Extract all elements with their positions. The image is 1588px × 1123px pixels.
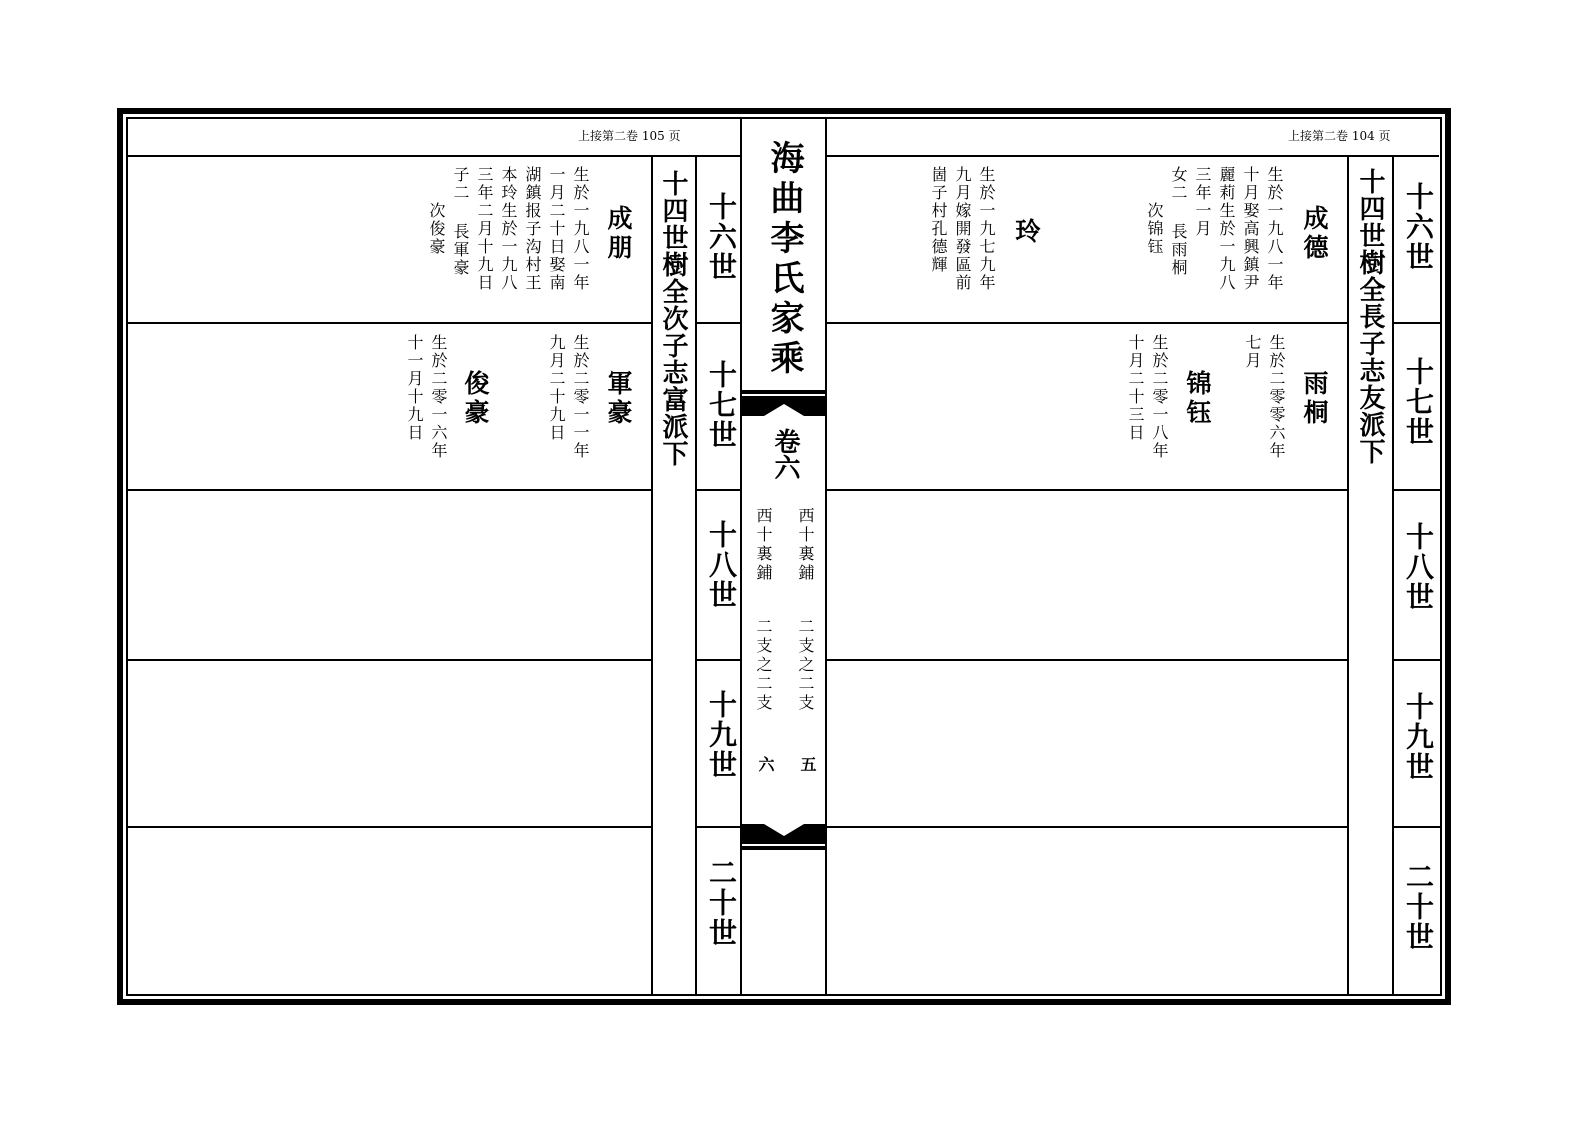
- right-gen-rule: [1393, 489, 1440, 491]
- spine-right-rule: [825, 118, 827, 995]
- info-line: 生於二零一八年: [1150, 334, 1169, 460]
- person-info: [544, 334, 592, 460]
- person-name: 成德: [1300, 205, 1329, 263]
- left-page-header: 上接第二卷 105 页: [578, 129, 681, 143]
- person-name: 玲: [1012, 218, 1041, 247]
- info-line: 三年二月十九日: [475, 166, 494, 292]
- right-gen-17: 十七世: [1402, 357, 1435, 447]
- person-info: [1123, 334, 1171, 460]
- spine-branch-left: 二支之二支: [754, 618, 773, 713]
- info-line: 十月娶高興鎮尹: [1241, 166, 1260, 292]
- right-gen-rule: [1393, 826, 1440, 828]
- info-line: 本玲生於一九八: [499, 166, 518, 292]
- left-gen-rule: [696, 659, 741, 661]
- spine-place-left: 西十裏鋪: [754, 507, 773, 583]
- spine-top-band: [742, 390, 825, 420]
- info-line: 崮子村孔德輝: [929, 166, 948, 274]
- right-row-rule: [827, 489, 1348, 491]
- info-line: 次锦钰: [1145, 166, 1164, 256]
- person-name: 锦钰: [1183, 370, 1212, 428]
- info-line: 麗莉生於一九八: [1217, 166, 1236, 292]
- right-branch-rule-a: [1347, 156, 1349, 995]
- left-gen-17: 十七世: [705, 360, 738, 450]
- left-row-rule: [128, 659, 652, 661]
- info-line: 次俊豪: [427, 166, 446, 256]
- right-gen-rule: [1393, 322, 1440, 324]
- spine-bottom-band: [742, 824, 825, 852]
- person-name: 軍豪: [604, 370, 633, 428]
- person-name: 雨桐: [1300, 370, 1329, 428]
- info-line: 生於一九八一年: [571, 166, 590, 292]
- right-gen-19: 十九世: [1402, 692, 1435, 782]
- left-branch-title: 十四世樹全次子志富派下: [658, 170, 688, 467]
- header-rule-left: [128, 155, 740, 157]
- info-line: 三年一月: [1193, 166, 1212, 238]
- spine-branch-right: 二支之二支: [796, 618, 815, 713]
- info-line: 生於二零一一年: [571, 334, 590, 460]
- left-row-rule: [128, 322, 652, 324]
- left-gen-rule: [696, 322, 741, 324]
- person-name: 俊豪: [461, 370, 490, 428]
- right-gen-rule: [1393, 659, 1440, 661]
- right-branch-title: 十四世樹全長子志友派下: [1355, 168, 1385, 465]
- left-gen-rule: [696, 489, 741, 491]
- info-line: 子二 長軍豪: [451, 166, 470, 277]
- left-gen-rule: [696, 826, 741, 828]
- left-row-rule: [128, 826, 652, 828]
- left-gen-20: 二十世: [705, 858, 738, 948]
- genealogy-title: 海曲李氏家乘: [764, 140, 804, 380]
- left-gen-19: 十九世: [705, 690, 738, 780]
- person-info: [926, 166, 998, 292]
- spine-place-right: 西十裏鋪: [796, 507, 815, 583]
- left-gen-18: 十八世: [705, 520, 738, 610]
- person-info: [1146, 166, 1286, 316]
- person-info: [402, 334, 450, 460]
- info-line: 生於一九七九年: [977, 166, 996, 292]
- left-branch-rule-a: [651, 156, 653, 995]
- right-row-rule: [827, 826, 1348, 828]
- person-name: 成朋: [604, 205, 633, 263]
- volume-label: 卷六: [770, 428, 800, 480]
- right-row-rule: [827, 659, 1348, 661]
- left-gen-16: 十六世: [705, 192, 738, 282]
- info-line: 生於二零零六年: [1267, 334, 1286, 460]
- info-line: 生於二零一六年: [429, 334, 448, 460]
- info-line: 十一月十九日: [405, 334, 424, 442]
- person-info: [427, 166, 592, 316]
- info-line: 女二 長雨桐: [1169, 166, 1188, 277]
- left-branch-rule-b: [695, 156, 697, 995]
- info-line: 湖鎮报子沟村王: [523, 166, 542, 292]
- info-line: 一月二十日娶南: [547, 166, 566, 292]
- left-row-rule: [128, 489, 652, 491]
- info-line: 七月: [1243, 334, 1262, 370]
- info-line: 九月二十九日: [547, 334, 566, 442]
- right-gen-18: 十八世: [1402, 522, 1435, 612]
- person-info: [1240, 334, 1288, 460]
- info-line: 十月二十三日: [1126, 334, 1145, 442]
- right-row-rule: [827, 322, 1348, 324]
- info-line: 生於一九八一年: [1265, 166, 1284, 292]
- spine-page-right: 五: [798, 756, 817, 775]
- spine-page-left: 六: [756, 756, 775, 775]
- right-branch-rule-b: [1392, 156, 1394, 995]
- right-page-header: 上接第二卷 104 页: [1288, 129, 1391, 143]
- right-gen-16: 十六世: [1402, 182, 1435, 272]
- info-line: 九月嫁開發區前: [953, 166, 972, 292]
- right-gen-20: 二十世: [1402, 862, 1435, 952]
